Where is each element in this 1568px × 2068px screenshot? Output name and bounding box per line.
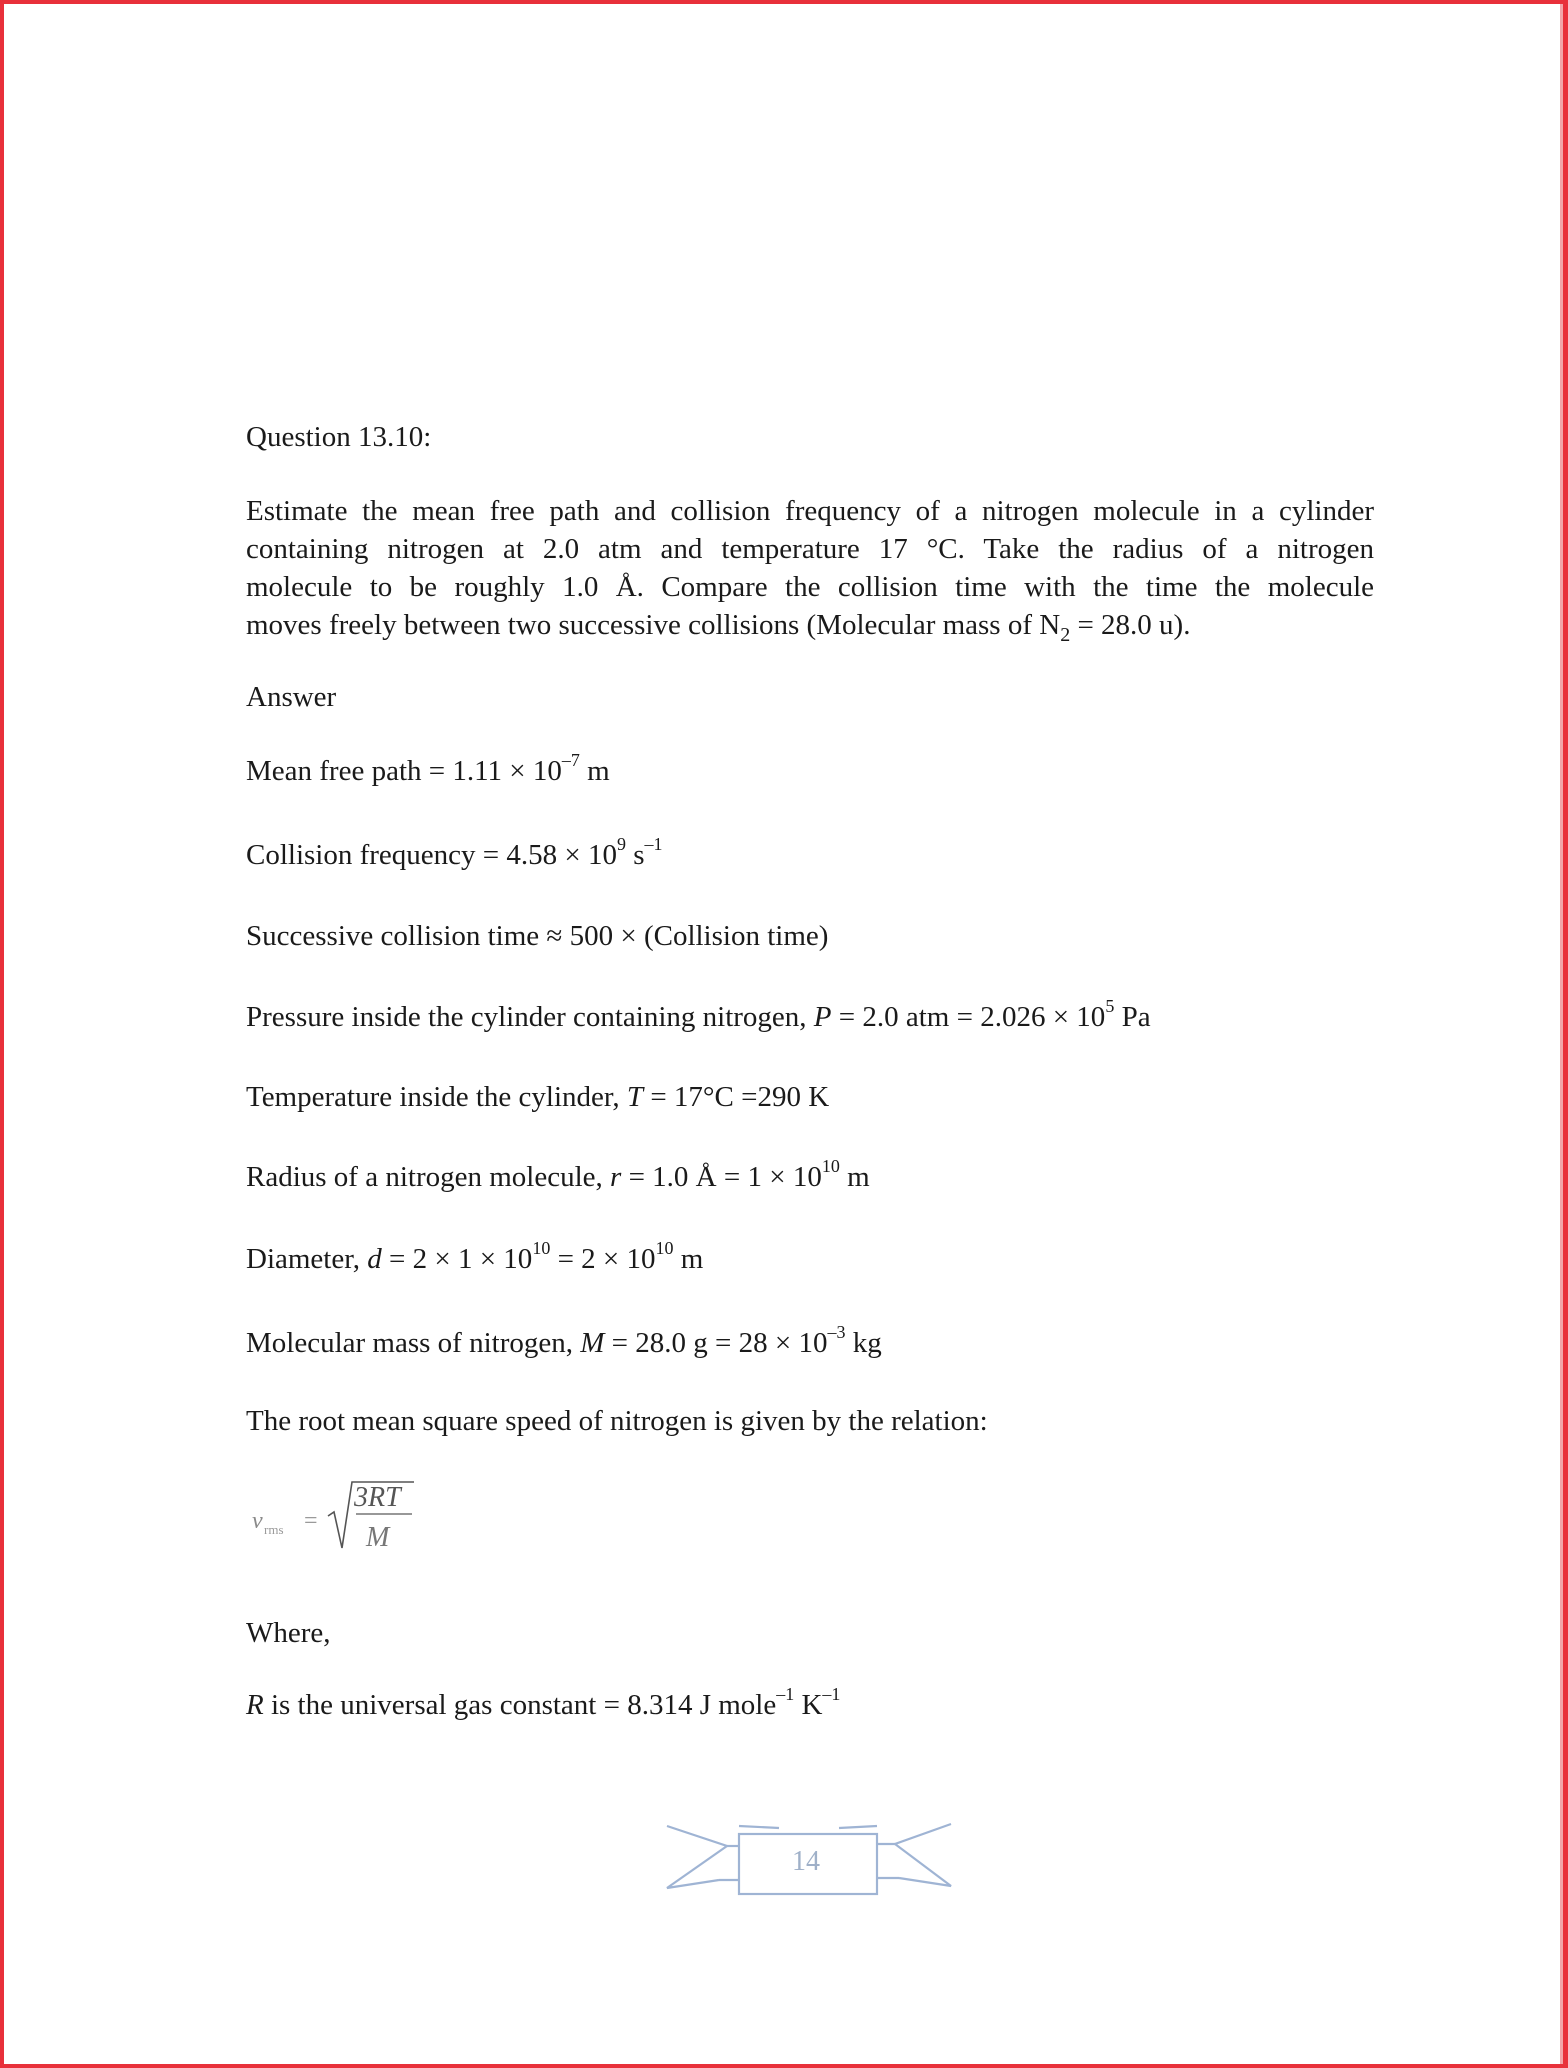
pressure-line: Pressure inside the cylinder containing nitrogen, P = 2.0 atm = $2.026 \times 10^5$ Pa bbox=[246, 996, 1151, 1033]
rms-formula bbox=[244, 1476, 444, 1556]
question-heading: Question 13.10: bbox=[246, 421, 432, 453]
collision-frequency-line: Collision frequency = $4.58 \times 10^9$ $s^{-1}$ bbox=[246, 834, 663, 871]
page-footer bbox=[659, 1816, 959, 1906]
gas-constant-line: R is the universal gas constant = 8.314 J mole$^{-1}$ $K^{-1}$ bbox=[246, 1684, 841, 1721]
formula-lhs-subscript: rms bbox=[264, 1522, 284, 1537]
formula-numerator: 3RT bbox=[354, 1482, 401, 1513]
radius-line: Radius of a nitrogen molecule, r = 1.0 Å = $1 \times 10^{10}$ m bbox=[246, 1156, 870, 1193]
successive-collision-line: Successive collision time ≈ 500 × (Collision time) bbox=[246, 920, 829, 952]
answer-heading: Answer bbox=[246, 681, 337, 713]
mean-free-path-line: Mean free path = $1.11 \times 10^{-7}$ m bbox=[246, 750, 610, 787]
formula-lhs: v bbox=[252, 1508, 263, 1534]
question-line-3: molecule to be roughly 1.0 Å. Compare the collision time with the time the molecule bbox=[246, 571, 1374, 603]
question-text bbox=[246, 492, 1374, 644]
diameter-line: Diameter, $d = 2 \times 1 \times 10^{10} = 2 \times 10^{10}$ m bbox=[246, 1238, 704, 1275]
rms-formula-graphic bbox=[244, 1476, 444, 1556]
page-border-right bbox=[1560, 4, 1563, 2064]
question-line-2: containing nitrogen at 2.0 atm and temperature 17 °C. Take the radius of a nitrogen bbox=[246, 533, 1374, 565]
where-line: Where, bbox=[246, 1617, 331, 1649]
formula-denominator: M bbox=[366, 1522, 390, 1553]
temperature-line: Temperature inside the cylinder, T = 17°C =290 K bbox=[246, 1081, 830, 1113]
question-line-1: Estimate the mean free path and collision frequency of a nitrogen molecule in a cylinder bbox=[246, 495, 1374, 527]
rms-intro-line: The root mean square speed of nitrogen is given by the relation: bbox=[246, 1405, 988, 1437]
molecular-mass-line: Molecular mass of nitrogen, M = 28.0 $g = 28 \times 10^{-3}$ kg bbox=[246, 1322, 882, 1359]
question-line-4: moves freely between two successive collisions (Molecular mass of $N_2 = 28.0$ u). bbox=[246, 609, 1191, 646]
page-number: 14 bbox=[792, 1846, 820, 1877]
formula-equals: = bbox=[304, 1508, 318, 1534]
